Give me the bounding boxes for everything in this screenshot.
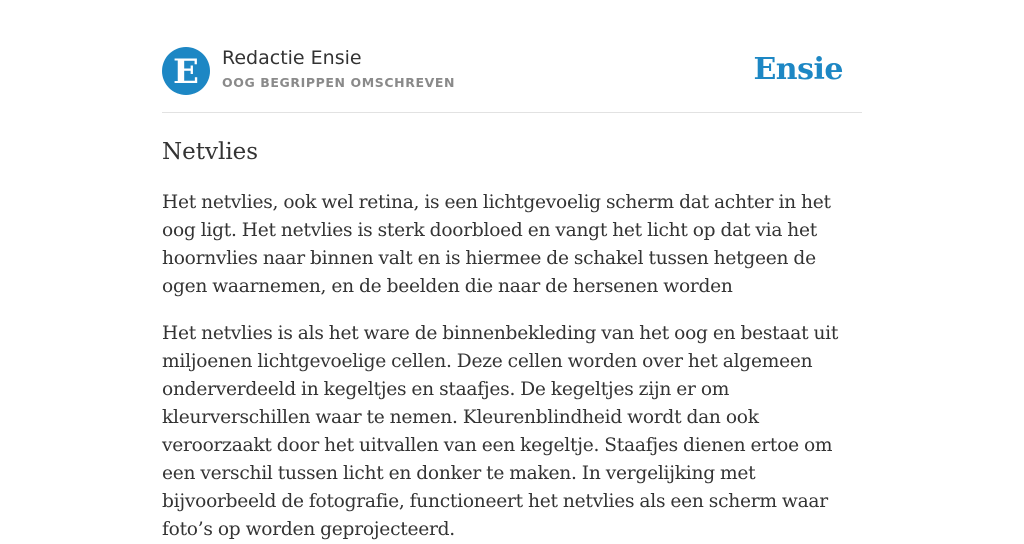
author-name[interactable]: Redactie Ensie <box>222 47 362 69</box>
page-container <box>162 0 862 540</box>
author-avatar[interactable]: E <box>162 47 210 95</box>
category-link[interactable]: OOG BEGRIPPEN OMSCHREVEN <box>222 75 456 90</box>
brand-logo[interactable]: Ensie <box>753 52 843 87</box>
article-paragraph-1: Het netvlies, ook wel retina, is een lichtgevoelig scherm dat achter in het oog ligt. Het netvlies is sterk doorbloed en vangt het licht op dat via het hoornvlies naar binnen valt en is hiermee de schakel tussen hetgeen de ogen waarnemen, en de beelden die naar de hersenen worden <box>162 192 831 297</box>
article-paragraph-2: Het netvlies is als het ware de binnenbekleding van het oog en bestaat uit miljoenen lichtgevoelige cellen. Deze cellen worden over het algemeen onderverdeeld in kegeltjes en staafjes. De kegeltjes zijn er om kleurverschillen waar te nemen. Kleurenblindheid wordt dan ook veroorzaakt door het uitvallen van een kegeltje. Staafjes dienen ertoe om een verschil tussen licht en donker te maken. In vergelijking met bijvoorbeeld de fotografie, functioneert het netvlies als een scherm waar foto’s op worden geprojecteerd. <box>162 323 839 540</box>
article-header <box>162 0 862 113</box>
page-title: Netvlies <box>162 139 259 165</box>
